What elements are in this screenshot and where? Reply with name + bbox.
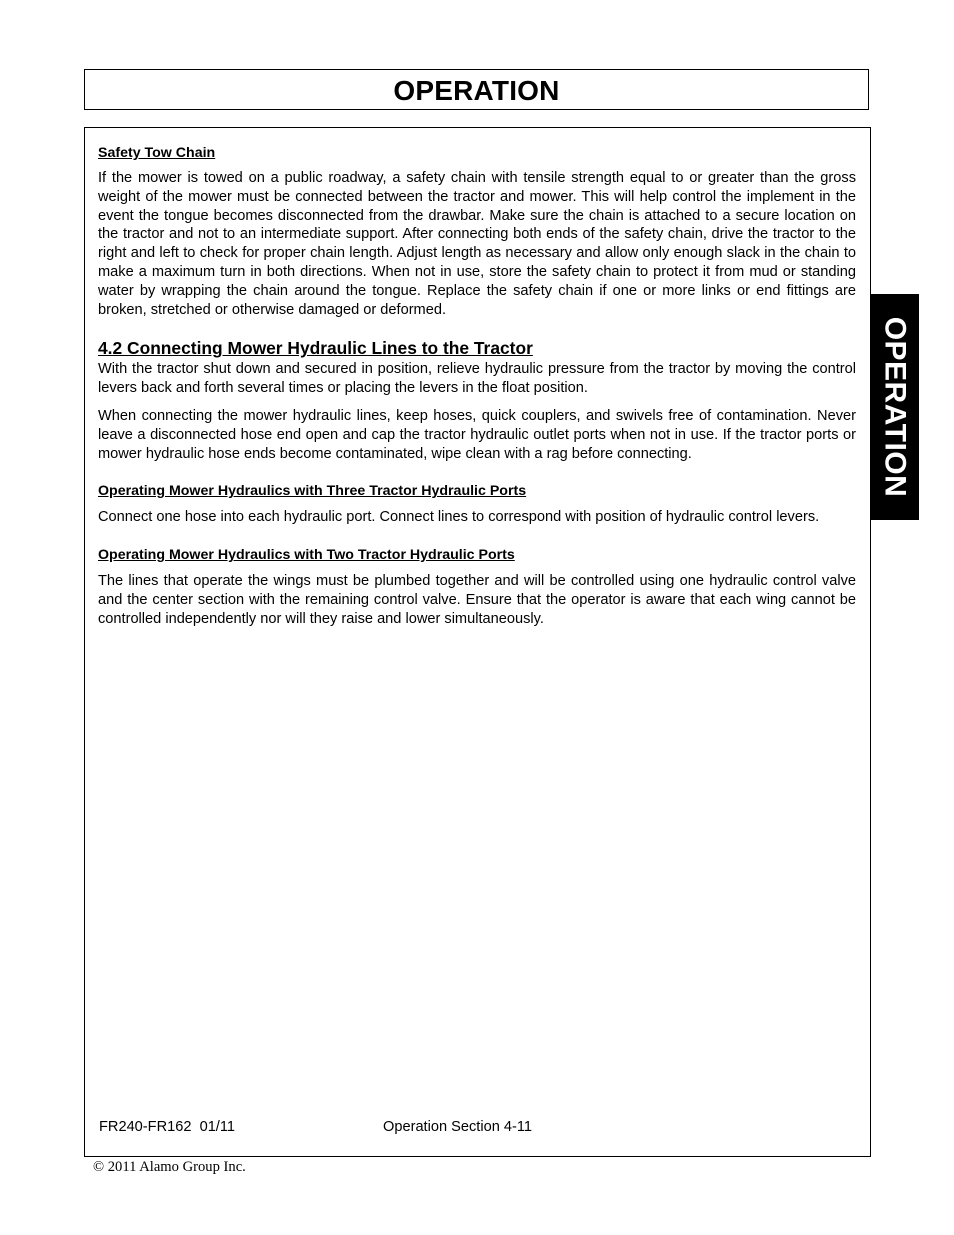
page-header — [84, 69, 869, 110]
connecting-lines-heading: 4.2 Connecting Mower Hydraulic Lines to the Tractor — [98, 338, 533, 359]
safety-tow-chain-heading: Safety Tow Chain — [98, 145, 216, 161]
page-content — [98, 144, 856, 629]
connecting-lines-para2: When connecting the mower hydraulic lines, keep hoses, quick couplers, and swivels free of contamination. Never leave a disconnected hose end open and cap the tractor hydraulic outlet ports when not in use. If the tractor ports or mower hydraulic hose ends become contaminated, wipe clean with a rag before connecting. — [98, 407, 856, 462]
footer-model: FR240-FR162 01/11 — [99, 1119, 236, 1135]
safety-tow-chain-body: If the mower is towed on a public roadway, a safety chain with tensile strength equal to or greater than the gross weight of the mower must be connected between the tractor and mower. This will help control the implement in the event the tongue becomes disconnected from the drawbar. Make sure the chain is attached to a secure location on the tractor and not to an intermediate support. After connecting both ends of the safety chain, drive the tractor to the right and left to check for proper chain length. Adjust length as necessary and allow only enough slack in the chain to make a maximum turn in both directions. When not in use, store the safety chain to protect it from mud or standing water by wrapping the chain around the tongue. Replace the safety chain if one or more links or end fittings are broken, stretched or otherwise damaged or deformed. — [98, 170, 856, 318]
section-side-tab — [870, 294, 919, 520]
footer-copyright: © 2011 Alamo Group Inc. — [93, 1159, 246, 1175]
side-tab-label: OPERATION — [878, 316, 912, 498]
connecting-lines-para1: With the tractor shut down and secured in position, relieve hydraulic pressure from the tractor by moving the control levers back and forth several times or placing the levers in the float position. — [98, 361, 856, 397]
two-ports-heading: Operating Mower Hydraulics with Two Tractor Hydraulic Ports — [98, 547, 515, 564]
three-ports-body: Connect one hose into each hydraulic port. Connect lines to correspond with position of hydraulic control levers. — [98, 509, 820, 526]
two-ports-body: The lines that operate the wings must be plumbed together and will be controlled using one hydraulic control valve and the center section with the remaining control valve. Ensure that the operator is aware that each wing cannot be controlled independently nor will they raise and lower simultaneously. — [98, 573, 856, 627]
page-title: OPERATION — [393, 75, 560, 106]
three-ports-heading: Operating Mower Hydraulics with Three Tractor Hydraulic Ports — [98, 483, 527, 500]
footer-section: Operation Section 4-11 — [383, 1119, 533, 1135]
